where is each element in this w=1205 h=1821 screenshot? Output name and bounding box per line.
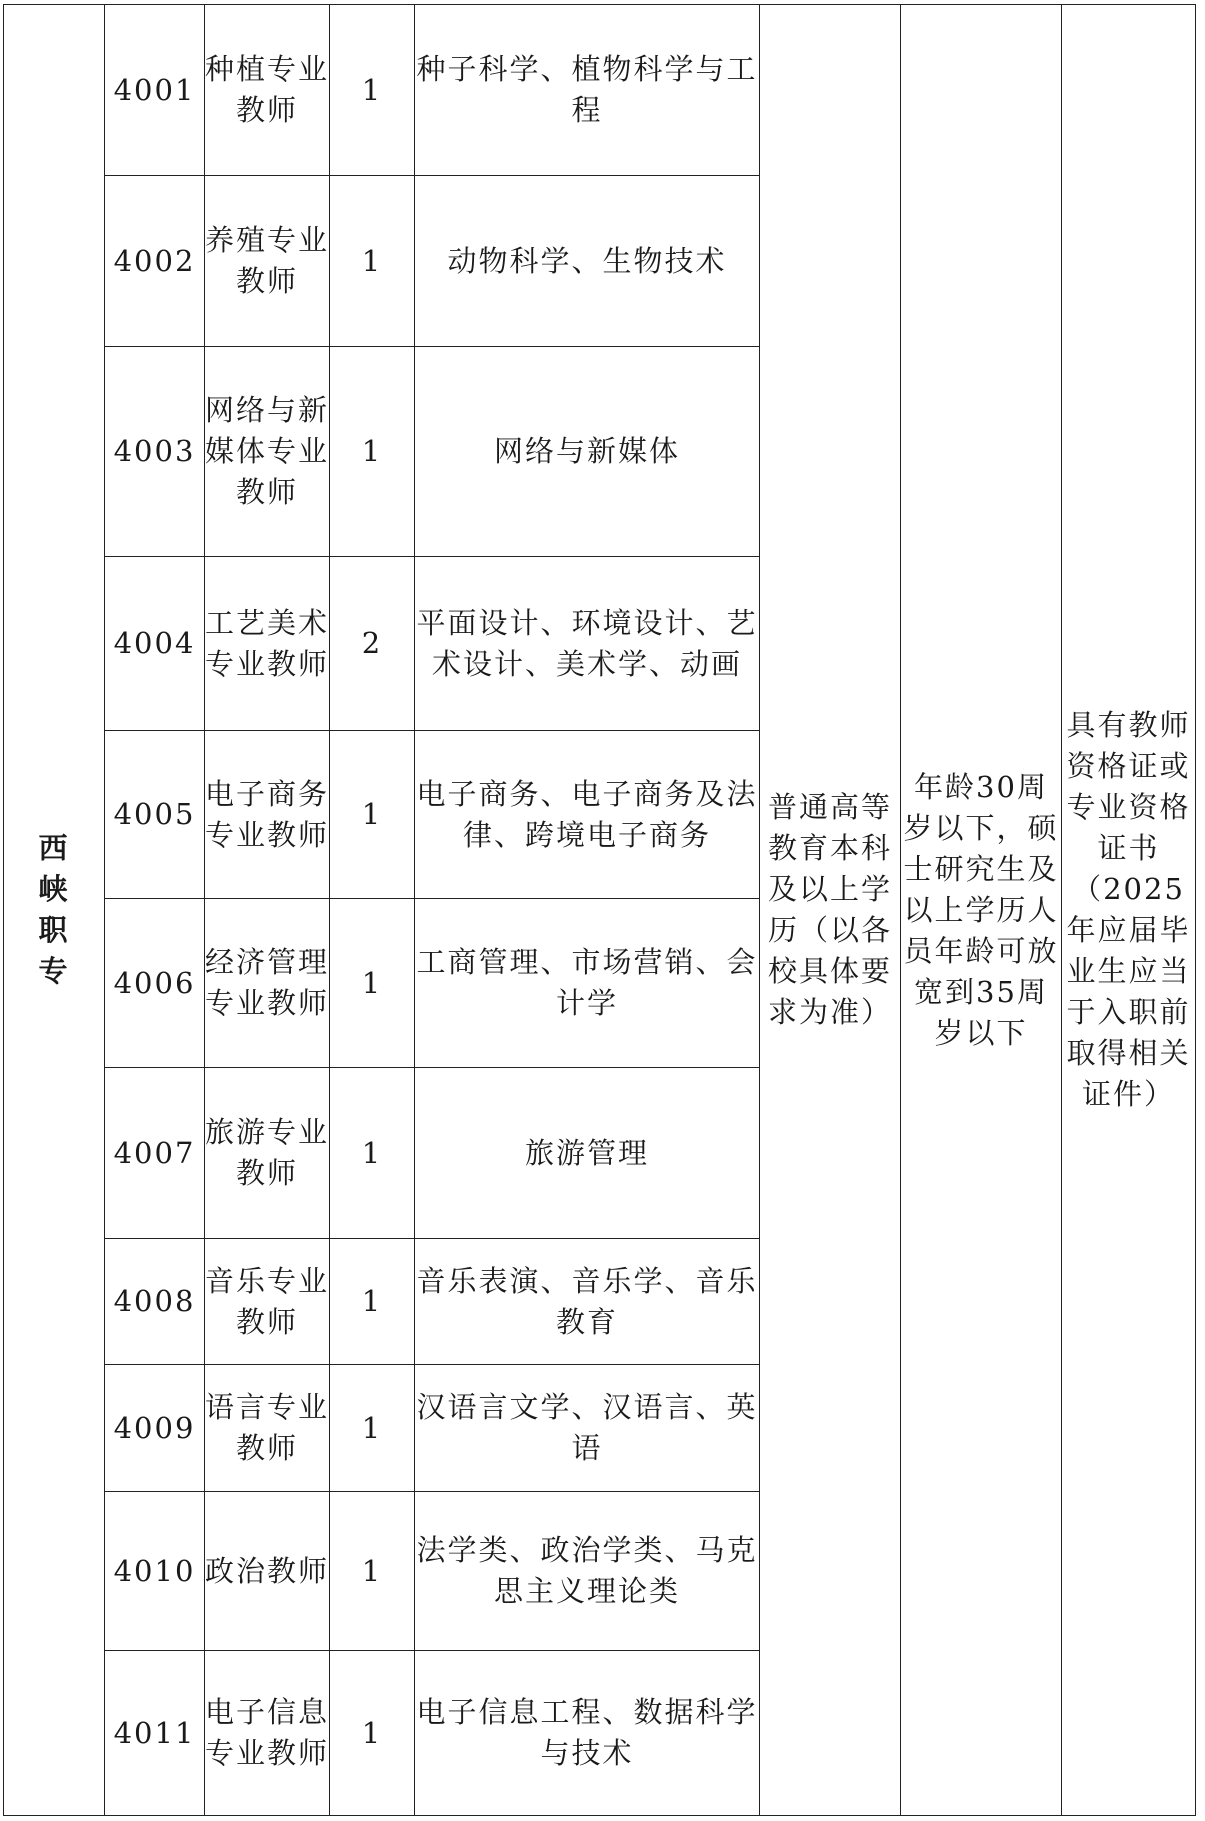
post-code: 4011 [105, 1651, 205, 1816]
major-requirement: 法学类、政治学类、马克思主义理论类 [415, 1492, 760, 1651]
major-requirement: 电子信息工程、数据科学与技术 [415, 1651, 760, 1816]
post-name: 经济管理专业教师 [205, 899, 330, 1068]
major-requirement: 网络与新媒体 [415, 347, 760, 557]
major-requirement: 动物科学、生物技术 [415, 176, 760, 347]
major-requirement: 旅游管理 [415, 1068, 760, 1239]
hire-count: 1 [330, 1492, 415, 1651]
major-requirement: 音乐表演、音乐学、音乐教育 [415, 1239, 760, 1365]
table-row [4, 5, 1196, 176]
post-name: 网络与新媒体专业教师 [205, 347, 330, 557]
hire-count: 1 [330, 899, 415, 1068]
post-name: 音乐专业教师 [205, 1239, 330, 1365]
hire-count: 1 [330, 1365, 415, 1492]
recruitment-table [3, 4, 1196, 1816]
post-name: 政治教师 [205, 1492, 330, 1651]
post-name: 工艺美术专业教师 [205, 557, 330, 731]
hire-count: 1 [330, 176, 415, 347]
major-requirement: 平面设计、环境设计、艺术设计、美术学、动画 [415, 557, 760, 731]
hire-count: 1 [330, 347, 415, 557]
hire-count: 1 [330, 1651, 415, 1816]
post-code: 4001 [105, 5, 205, 176]
hire-count: 1 [330, 731, 415, 899]
post-name: 旅游专业教师 [205, 1068, 330, 1239]
major-requirement: 工商管理、市场营销、会计学 [415, 899, 760, 1068]
post-code: 4010 [105, 1492, 205, 1651]
education-requirement: 普通高等教育本科及以上学历（以各校具体要求为准） [760, 5, 901, 1816]
hire-count: 2 [330, 557, 415, 731]
post-name: 电子信息专业教师 [205, 1651, 330, 1816]
hire-count: 1 [330, 1068, 415, 1239]
hire-count: 1 [330, 5, 415, 176]
unit-name: 西峡职专 [4, 5, 105, 1816]
post-code: 4007 [105, 1068, 205, 1239]
major-requirement: 电子商务、电子商务及法律、跨境电子商务 [415, 731, 760, 899]
post-code: 4008 [105, 1239, 205, 1365]
post-code: 4005 [105, 731, 205, 899]
post-code: 4003 [105, 347, 205, 557]
hire-count: 1 [330, 1239, 415, 1365]
post-name: 养殖专业教师 [205, 176, 330, 347]
post-name: 种植专业教师 [205, 5, 330, 176]
major-requirement: 汉语言文学、汉语言、英语 [415, 1365, 760, 1492]
major-requirement: 种子科学、植物科学与工程 [415, 5, 760, 176]
age-requirement: 年龄30周岁以下，硕士研究生及以上学历人员年龄可放宽到35周岁以下 [901, 5, 1062, 1816]
post-name: 语言专业教师 [205, 1365, 330, 1492]
post-code: 4002 [105, 176, 205, 347]
post-code: 4009 [105, 1365, 205, 1492]
post-name: 电子商务专业教师 [205, 731, 330, 899]
certificate-requirement: 具有教师资格证或专业资格证书（2025年应届毕业生应当于入职前取得相关证件） [1062, 5, 1196, 1816]
post-code: 4004 [105, 557, 205, 731]
post-code: 4006 [105, 899, 205, 1068]
